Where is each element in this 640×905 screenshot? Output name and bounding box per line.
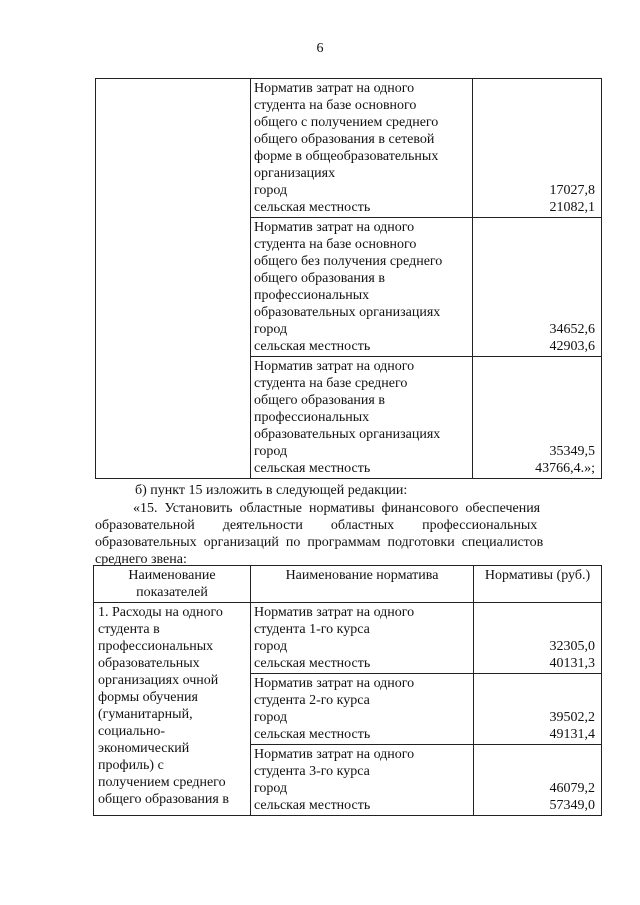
paragraph-15	[95, 500, 601, 568]
norm-label: Норматив затрат на одного студента на базе среднего общего образования в профессиональных образовательных организациях	[254, 359, 441, 442]
rural-label: сельская местность	[254, 727, 371, 742]
norm-label: Норматив затрат на одного студента 2-го курса	[254, 676, 415, 708]
norm-name-cell	[251, 357, 473, 479]
rural-label: сельская местность	[254, 461, 371, 476]
city-value: 32305,0	[549, 639, 595, 654]
paragraph-15-line: среднего звена:	[95, 552, 187, 567]
table-row	[96, 79, 602, 218]
norm-label: Норматив затрат на одного студента на базе основного общего с получением среднего общего образования в сетевой форме в общеобразовательных организациях	[254, 81, 439, 181]
empty-indicator-cell	[96, 79, 251, 479]
city-label: город	[254, 781, 288, 796]
indicator-label: 1. Расходы на одного студента в профессиональных образовательных организациях очной формы обучения (гуманитарный, социально- экономический профиль) с получением среднего общего образования в	[98, 605, 229, 807]
norm-values-cell	[474, 674, 602, 745]
paragraph-15-line: «15. Установить областные нормативы финансового обеспечения	[133, 501, 541, 516]
city-value: 34652,6	[549, 322, 595, 337]
rural-value: 43766,4.»;	[535, 461, 595, 476]
norm-values-cell	[473, 79, 602, 218]
norm-label: Норматив затрат на одного студента на базе основного общего без получения среднего общего образования в профессиональных образовательных организациях	[254, 220, 443, 320]
city-value: 35349,5	[549, 444, 595, 459]
rural-label: сельская местность	[254, 339, 371, 354]
city-value: 46079,2	[549, 781, 595, 796]
norm-values-cell	[473, 357, 602, 479]
city-label: город	[254, 444, 288, 459]
page-number: 6	[316, 41, 324, 56]
header-indicators: Наименование показателей	[94, 566, 251, 603]
rural-value: 42903,6	[549, 339, 595, 354]
norm-label: Норматив затрат на одного студента 3-го курса	[254, 747, 415, 779]
paragraph-15-line: образовательной деятельности областных профессиональных	[95, 518, 538, 533]
rural-value: 21082,1	[549, 200, 595, 215]
city-label: город	[254, 183, 288, 198]
rural-value: 40131,3	[549, 656, 595, 671]
paragraph-15-line: образовательных организаций по программам подготовки специалистов	[95, 535, 544, 550]
paragraph-b: б) пункт 15 изложить в следующей редакции:	[135, 483, 408, 498]
city-label: город	[254, 322, 288, 337]
norm-values-cell	[473, 218, 602, 357]
rural-label: сельская местность	[254, 798, 371, 813]
norm-name-cell	[251, 603, 474, 674]
city-label: город	[254, 639, 288, 654]
header-norms-rub: Нормативы (руб.)	[474, 566, 602, 603]
norm-name-cell	[251, 218, 473, 357]
rural-label: сельская местность	[254, 200, 371, 215]
norm-name-cell	[251, 674, 474, 745]
norm-values-cell	[474, 745, 602, 816]
table-row	[94, 603, 602, 674]
city-label: город	[254, 710, 288, 725]
norm-label: Норматив затрат на одного студента 1-го курса	[254, 605, 415, 637]
rural-label: сельская местность	[254, 656, 371, 671]
norms-table-continued	[95, 78, 602, 479]
norm-name-cell	[251, 745, 474, 816]
table-header-row	[94, 566, 602, 603]
norms-table-spo	[93, 565, 602, 816]
norm-values-cell	[474, 603, 602, 674]
header-norm-name: Наименование норматива	[251, 566, 474, 603]
rural-value: 49131,4	[549, 727, 595, 742]
rural-value: 57349,0	[549, 798, 595, 813]
norm-name-cell	[251, 79, 473, 218]
city-value: 39502,2	[549, 710, 595, 725]
city-value: 17027,8	[549, 183, 595, 198]
indicator-cell	[94, 603, 251, 816]
